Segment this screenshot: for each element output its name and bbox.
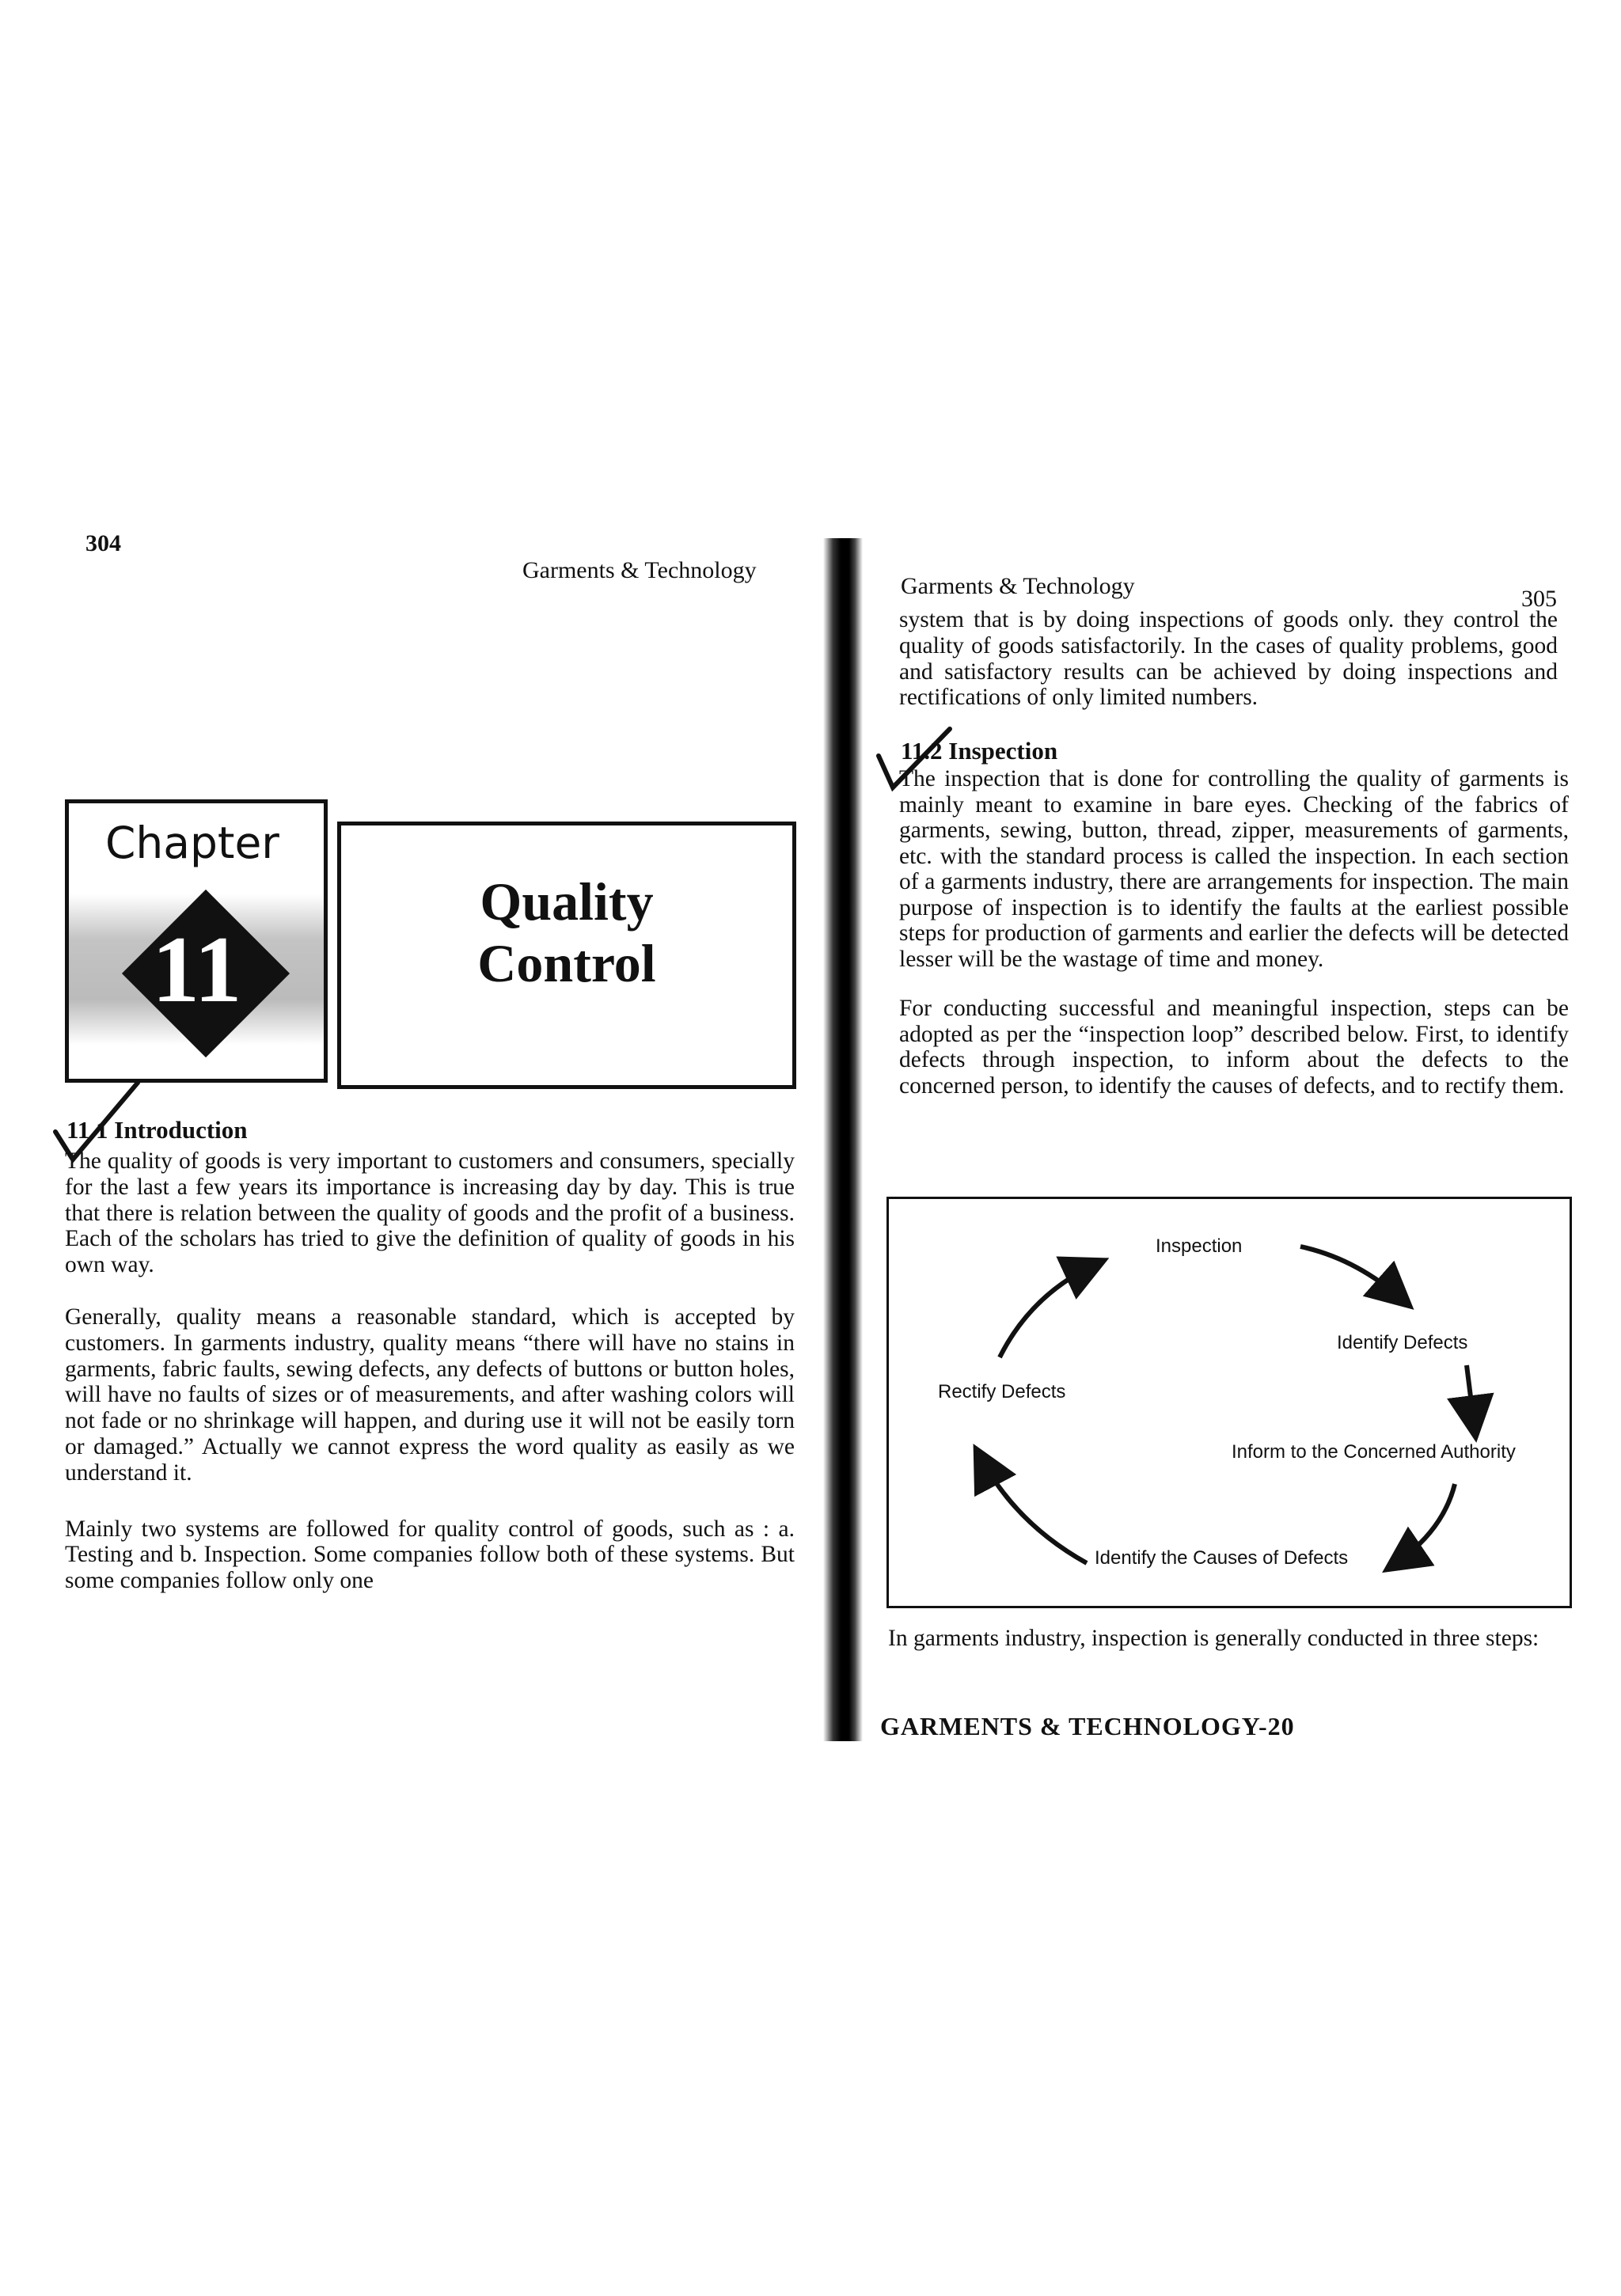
chapter-title-box [337,822,796,1089]
paragraph-introduction: The quality of goods is very important to customers and consumers, specially for the last a few years its importance is increasing day by day. This is true that there is relation between the quality of goods and the profit of a business. Each of the scholars has tried to give the definition of quality of goods in his own way. [65,1148,795,1278]
chapter-title-line1: Quality [480,871,654,932]
right-body-bottom [888,1626,1574,1652]
book-spine-shadow [823,538,863,1741]
left-running-header: Garments & Technology [522,557,757,583]
right-section-heading: 11.2 Inspection [901,737,1058,765]
chapter-title-line2: Control [477,933,656,993]
right-body-inspection [899,766,1569,1099]
left-page-number: 304 [85,530,121,556]
paragraph-three-steps: In garments industry, inspection is generally conducted in three steps: [888,1626,1539,1651]
loop-label-identify-causes: Identify the Causes of Defects [1095,1547,1349,1569]
right-running-header: Garments & Technology [901,573,1135,599]
paragraph-continued: system that is by doing inspections of goods only. they control the quality of goods satisfactorily. In the cases of quality problems, good and satisfactory results can be achieved by doing inspections and rectifications of only limited numbers. [899,607,1558,711]
loop-label-inspection: Inspection [1156,1235,1243,1257]
right-body-top [899,607,1558,711]
loop-label-inform-authority: Inform to the Concerned Authority [1232,1441,1516,1463]
loop-label-rectify-defects: Rectify Defects [938,1381,1066,1402]
chapter-number-box [65,799,328,1083]
paragraph-quality-definition: Generally, quality means a reasonable standard, which is accepted by customers. In garments industry, quality means “there will have no stains in garments, fabric faults, sewing defects, any defects of buttons or button holes, will have no faults of sizes or of measurements, and after washing colors will not fade or no shrinkage will happen, and during use it will not be easily torn or damaged.” Actually we cannot express the word quality as easily as we understand it. [65,1304,795,1486]
chapter-label: Chapter [105,818,279,868]
right-page-number: 305 [1521,586,1557,612]
left-body [65,1148,795,1594]
page-footer: GARMENTS & TECHNOLOGY-20 [880,1712,1295,1740]
paragraph-systems: Mainly two systems are followed for quality control of goods, such as : a. Testing and b. Inspection. Some companies follow both of these systems. But some companies follow only one [65,1516,795,1594]
loop-label-identify-defects: Identify Defects [1337,1332,1468,1353]
left-section-heading: 11.1 Introduction [66,1116,248,1144]
chapter-number: 11 [152,917,242,1022]
paragraph-inspection: The inspection that is done for controlling the quality of garments is mainly meant to examine in bare eyes. Checking of the fabrics of garments, sewing, button, thread, zipper, measurements of garments, etc. with the standard process is called the inspection. In each section of a garments industry, there are arrangements for inspection. The main purpose of inspection is to identify the faults at the earliest possible steps for production of garments and earlier the defects will be detected lesser will be the wastage of time and money. [899,766,1569,972]
paragraph-inspection-loop: For conducting successful and meaningful inspection, steps can be adopted as per the “inspection loop” described below. First, to identify defects through inspection, to inform about the defects to the concerned person, to identify the causes of defects, and to rectify them. [899,996,1569,1099]
inspection-loop-diagram [886,1197,1572,1608]
